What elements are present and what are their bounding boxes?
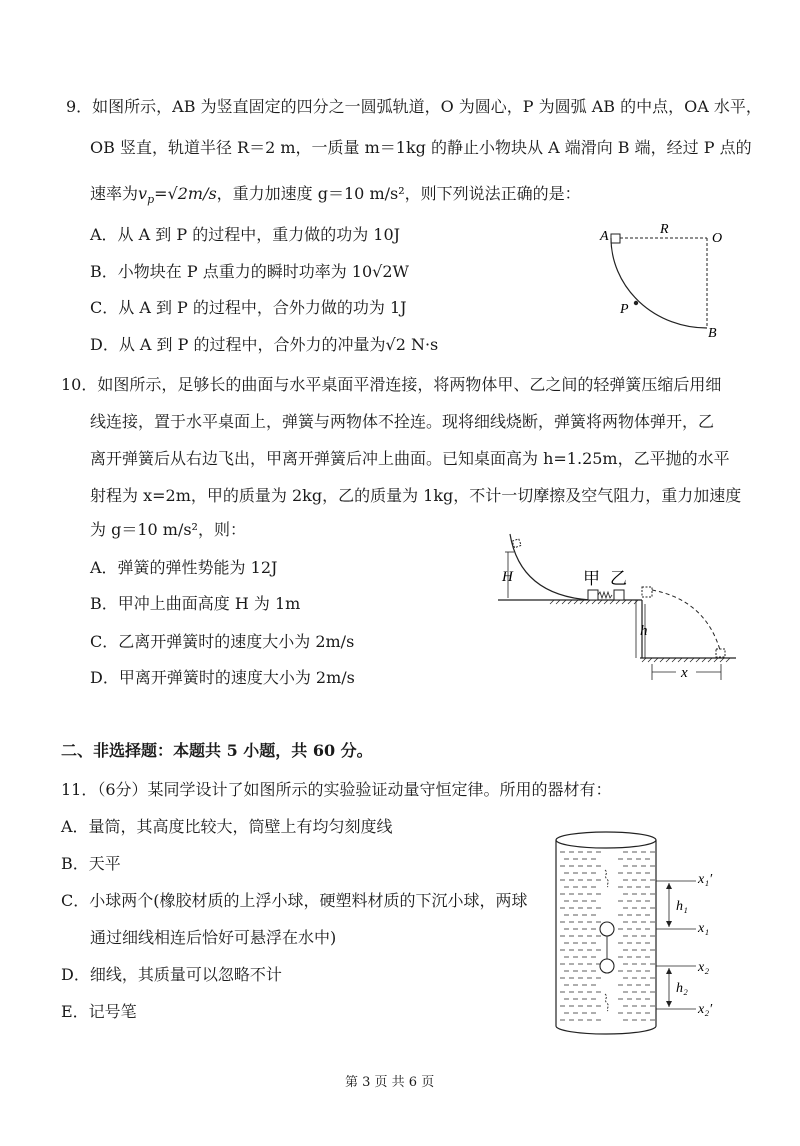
q10-line2: 线连接，置于水平桌面上，弹簧与两物体不拴连。现将细线烧断，弹簧将两物体弹开，乙 bbox=[90, 412, 715, 431]
label-H: H bbox=[502, 569, 513, 585]
q11-intro: 11．（6分）某同学设计了如图所示的实验验证动量守恒定律。所用的器材有： bbox=[61, 780, 612, 799]
q9-option-d: D．从 A 到 P 的过程中，合外力的冲量为√2 N·s bbox=[90, 335, 439, 354]
q9-line1: 9．如图所示，AB 为竖直固定的四分之一圆弧轨道，O 为圆心，P 为圆弧 AB 的中点，OA 水平， bbox=[66, 97, 762, 116]
q9-option-c: C．从 A 到 P 的过程中，合外力做的功为 1J bbox=[90, 298, 407, 317]
label-h2: h₂ bbox=[676, 981, 688, 996]
label-x: x bbox=[681, 665, 688, 681]
label-o: O bbox=[712, 231, 723, 246]
q10-option-d: D．甲离开弹簧时的速度大小为 2m/s bbox=[90, 668, 355, 687]
q9-line3 bbox=[90, 184, 581, 210]
q11-item-c: C．小球两个(橡胶材质的上浮小球，硬塑料材质的下沉小球，两球 bbox=[61, 891, 528, 910]
label-h: h bbox=[640, 623, 648, 639]
q11-item-e: E．记号笔 bbox=[61, 1002, 137, 1021]
section-2-heading: 二、非选择题：本题共 5 小题，共 60 分。 bbox=[61, 741, 373, 760]
label-x1-prime: x₁′ bbox=[698, 872, 713, 887]
lower-ball bbox=[600, 959, 614, 973]
label-jia: 甲 bbox=[583, 569, 600, 588]
q11-item-a: A．量筒，其高度比较大，筒壁上有均匀刻度线 bbox=[61, 817, 393, 836]
q11-item-d: D．细线，其质量可以忽略不计 bbox=[61, 965, 282, 984]
label-p: P bbox=[620, 302, 629, 317]
q9-arc-figure bbox=[590, 220, 740, 350]
projectile-path bbox=[652, 590, 720, 650]
q9-formula-sub: p bbox=[147, 193, 155, 207]
q10-line1: 10．如图所示，足够长的曲面与水平桌面平滑连接，将两物体甲、乙之间的轻弹簧压缩后用细 bbox=[61, 375, 722, 394]
label-a: A bbox=[600, 229, 609, 244]
q11-item-c-cont: 通过细线相连后恰好可悬浮在水中) bbox=[90, 928, 337, 947]
q9-formula-v: v bbox=[138, 184, 148, 203]
cylinder-top bbox=[556, 832, 656, 848]
q10-option-b: B．甲冲上曲面高度 H 为 1m bbox=[90, 594, 301, 613]
q11-cylinder-figure bbox=[548, 826, 748, 1041]
label-x2: x₂ bbox=[698, 960, 710, 975]
q9-line3-pre: 速率为 bbox=[90, 184, 139, 203]
q9-formula-val: =√2m/s bbox=[154, 184, 217, 203]
upper-ball bbox=[600, 922, 614, 936]
page-footer: 第 3 页 共 6 页 bbox=[345, 1075, 435, 1090]
q10-line4: 射程为 x=2m，甲的质量为 2kg，乙的质量为 1kg，不计一切摩擦及空气阻力，重力加速度 bbox=[90, 486, 742, 505]
q10-spring-figure bbox=[490, 530, 740, 690]
q10-line5: 为 g＝10 m/s²，则： bbox=[90, 520, 246, 539]
block-a bbox=[611, 234, 620, 243]
label-x1: x₁ bbox=[698, 921, 710, 936]
q10-line3: 离开弹簧后从右边飞出，甲离开弹簧后冲上曲面。已知桌面高为 h=1.25m，乙平抛的水平 bbox=[90, 449, 730, 468]
q9-line2: OB 竖直，轨道半径 R＝2 m，一质量 m＝1kg 的静止小物块从 A 端滑向 B 端，经过 P 点的 bbox=[90, 138, 752, 157]
q9-option-b: B．小物块在 P 点重力的瞬时功率为 10√2W bbox=[90, 262, 409, 281]
label-b: B bbox=[708, 326, 717, 341]
label-x2-prime: x₂′ bbox=[698, 1002, 713, 1017]
label-r: R bbox=[660, 222, 669, 237]
spring bbox=[598, 592, 612, 598]
q9-option-a: A．从 A 到 P 的过程中，重力做的功为 10J bbox=[90, 225, 401, 244]
curved-surface bbox=[510, 534, 590, 600]
q10-option-c: C．乙离开弹簧时的速度大小为 2m/s bbox=[90, 632, 355, 651]
block-jia bbox=[588, 590, 598, 600]
point-p bbox=[634, 301, 638, 305]
label-yi: 乙 bbox=[610, 569, 627, 588]
q9-line3-post: ，重力加速度 g＝10 m/s²，则下列说法正确的是： bbox=[216, 184, 581, 203]
q11-item-b: B．天平 bbox=[61, 854, 121, 873]
label-h1: h₁ bbox=[676, 899, 688, 914]
block-yi bbox=[614, 590, 624, 600]
q10-option-a: A．弹簧的弹性势能为 12J bbox=[90, 558, 278, 577]
